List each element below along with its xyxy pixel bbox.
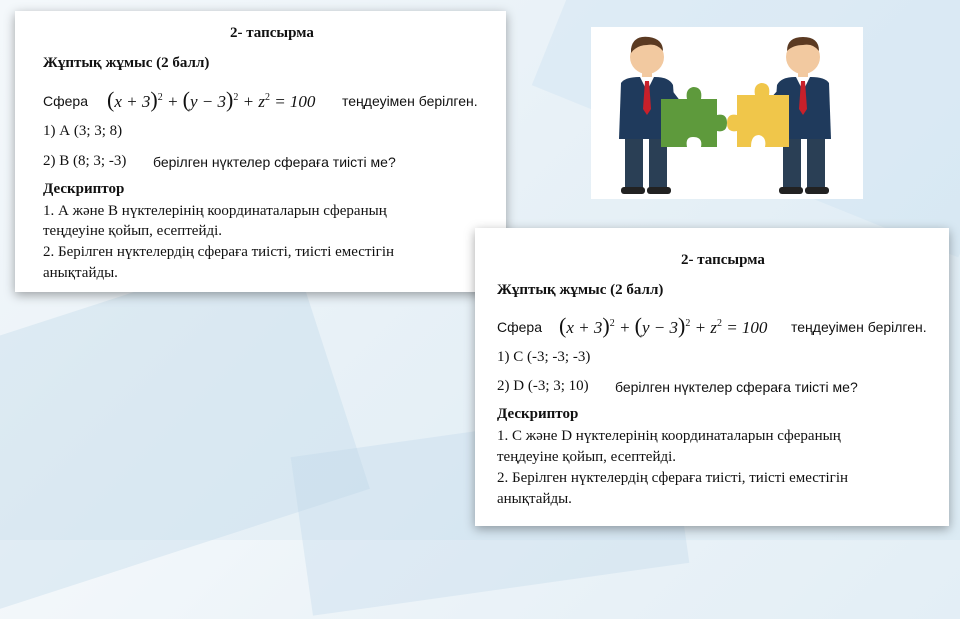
sphere-equation: $(x + 3)^2 + (y - 3)^2 + z^2 = 100$ <box>559 313 768 338</box>
descriptor-title: Дескриптор <box>497 406 579 422</box>
task-card-1 <box>15 11 506 292</box>
descriptor-line: 2. Берілген нүктелердің сфераға тиісті, тиісті еместігін <box>497 470 849 486</box>
task-card-2 <box>475 228 949 526</box>
two-businessmen-puzzle-icon <box>591 27 863 199</box>
question-text: берілген нүктелер сфераға тиісті ме? <box>153 154 396 170</box>
equation-suffix: теңдеуімен берілген. <box>342 93 478 109</box>
point-item-1: 1) С (-3; -3; -3) <box>497 349 591 365</box>
descriptor-line: теңдеуіне қойып, есептейді. <box>497 449 677 465</box>
point-item-2: 2) В (8; 3; -3) <box>43 153 127 169</box>
task-title: 2- тапсырма <box>681 252 765 268</box>
task-title: 2- тапсырма <box>230 25 314 41</box>
background-shape <box>0 241 370 618</box>
descriptor-line: 1. С және D нүктелерінің координаталарын сфераның <box>497 428 841 444</box>
sphere-label: Сфера <box>43 93 88 109</box>
descriptor-line: анықтайды. <box>497 491 572 507</box>
descriptor-title: Дескриптор <box>43 181 125 197</box>
point-item-2: 2) D (-3; 3; 10) <box>497 378 589 394</box>
question-text: берілген нүктелер сфераға тиісті ме? <box>615 379 858 395</box>
descriptor-line: анықтайды. <box>43 265 118 281</box>
sphere-equation: $(x + 3)^2 + (y - 3)^2 + z^2 = 100$ <box>107 87 316 112</box>
descriptor-line: теңдеуіне қойып, есептейді. <box>43 223 223 239</box>
task-subtitle: Жұптық жұмыс (2 балл) <box>497 282 664 298</box>
task-subtitle: Жұптық жұмыс (2 балл) <box>43 55 210 71</box>
equation-suffix: теңдеуімен берілген. <box>791 319 927 335</box>
descriptor-line: 1. А және В нүктелерінің координаталарын сфераның <box>43 203 387 219</box>
teamwork-illustration <box>591 27 863 199</box>
point-item-1: 1) А (3; 3; 8) <box>43 123 123 139</box>
sphere-label: Сфера <box>497 319 542 335</box>
descriptor-line: 2. Берілген нүктелердің сфераға тиісті, тиісті еместігін <box>43 244 395 260</box>
